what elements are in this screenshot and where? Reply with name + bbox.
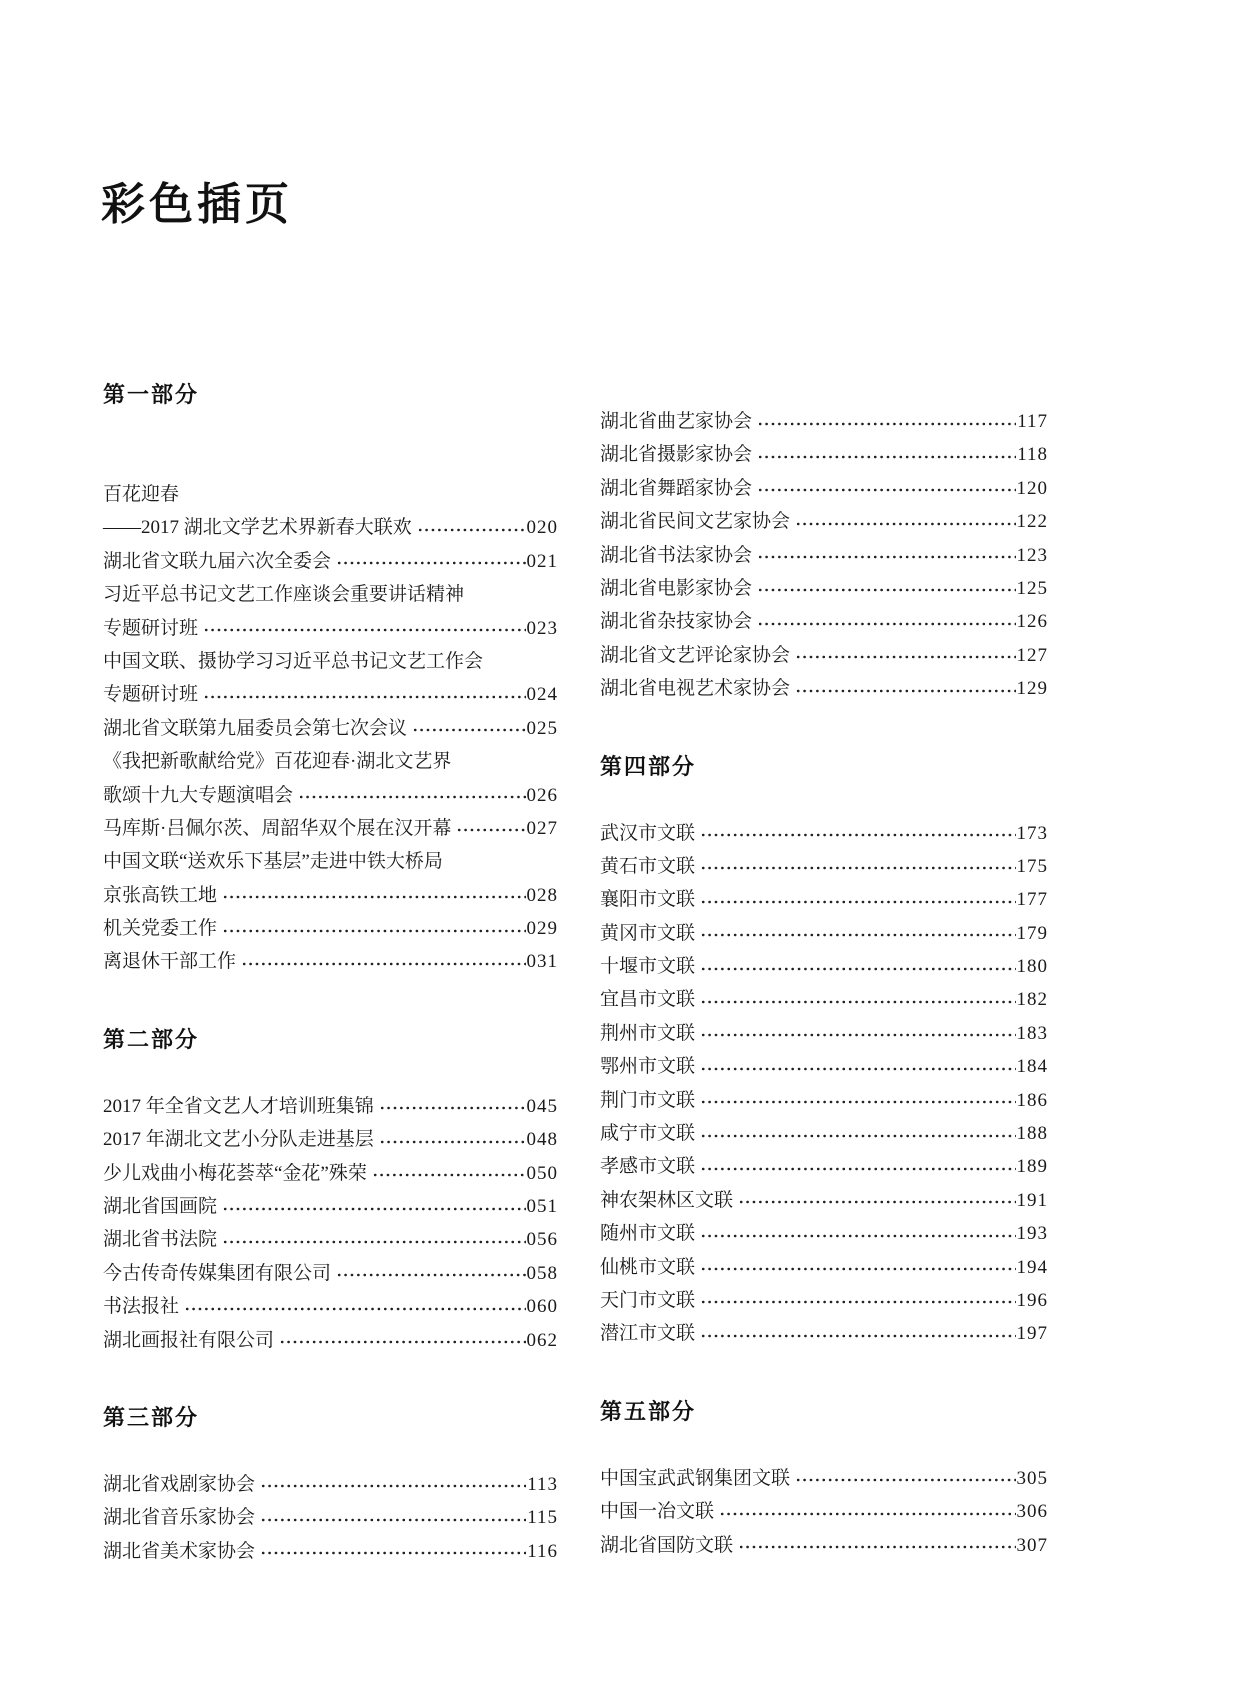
toc-entry-title: 黄冈市文联 [600, 922, 696, 944]
toc-entry [103, 879, 558, 912]
toc-entry [600, 605, 1048, 638]
page-number: 060 [526, 1296, 558, 1318]
page-number: 026 [526, 784, 558, 806]
page-number: 029 [526, 918, 558, 940]
toc-entry [103, 545, 558, 578]
toc-entry [600, 850, 1048, 883]
toc-entry [600, 983, 1048, 1016]
toc-entry-title: 离退休干部工作 [103, 951, 237, 973]
toc-entry-title: 湖北省书法家协会 [600, 544, 753, 566]
page-number: 118 [1017, 444, 1048, 466]
section-heading: 第二部分 [103, 1026, 200, 1052]
toc-entry [103, 812, 558, 845]
toc-entry [103, 678, 558, 711]
toc-entry-title: 湖北省电影家协会 [600, 577, 753, 599]
toc-entry [600, 917, 1048, 950]
toc-entry [103, 1501, 558, 1534]
toc-entry-title: ——2017 湖北文学艺术界新春大联欢 [103, 517, 412, 539]
toc-entry [103, 1257, 558, 1290]
page-number: 126 [1016, 611, 1048, 633]
dot-leader [757, 572, 1015, 605]
toc-column-left [103, 378, 558, 1568]
page-number: 129 [1016, 678, 1048, 700]
page-number: 307 [1016, 1534, 1048, 1556]
page-number: 305 [1016, 1467, 1048, 1489]
toc-entry-title: 黄石市文联 [600, 855, 696, 877]
dot-leader [700, 1251, 1015, 1284]
page-number: 058 [526, 1262, 558, 1284]
toc-entry [600, 817, 1048, 850]
dot-leader [757, 405, 1016, 438]
toc-entry [103, 1290, 558, 1323]
dot-leader [700, 1317, 1015, 1350]
dot-leader [757, 472, 1015, 505]
toc-entry [600, 1050, 1048, 1083]
toc-entry-title: 湖北画报社有限公司 [103, 1329, 275, 1351]
dot-leader [700, 983, 1015, 1016]
dot-leader [379, 1123, 526, 1156]
toc-entry-title: 马库斯·吕佩尔茨、周韶华双个展在汉开幕 [103, 817, 452, 839]
toc-entry-title: 湖北省戏剧家协会 [103, 1473, 256, 1495]
toc-entry [103, 1223, 558, 1256]
dot-leader [700, 883, 1015, 916]
toc-entry [600, 539, 1048, 572]
toc-entry-title: 专题研讨班 [103, 617, 199, 639]
dot-leader [184, 1290, 525, 1323]
toc-entry [103, 478, 558, 511]
section-heading: 第三部分 [103, 1404, 200, 1430]
dot-leader [336, 545, 525, 578]
toc-entry [103, 1468, 558, 1501]
toc-entry [600, 883, 1048, 916]
page-number: 113 [527, 1473, 558, 1495]
dot-leader [738, 1184, 1015, 1217]
page-number: 025 [526, 717, 558, 739]
toc-entry [103, 945, 558, 978]
toc-entry-title: 京张高铁工地 [103, 884, 218, 906]
toc-entry-title: 机关党委工作 [103, 918, 218, 940]
page-number: 021 [526, 550, 558, 572]
toc-entry [103, 1123, 558, 1156]
dot-leader [241, 945, 525, 978]
dot-leader [795, 672, 1015, 705]
page-number: 183 [1016, 1022, 1048, 1044]
dot-leader [412, 712, 525, 745]
toc-entry-title: 孝感市文联 [600, 1156, 696, 1178]
dot-leader [700, 1050, 1015, 1083]
toc-entry-title: 湖北省杂技家协会 [600, 611, 753, 633]
dot-leader [700, 917, 1015, 950]
toc-entry [600, 1462, 1048, 1495]
toc-entry-title: 湖北省书法院 [103, 1229, 218, 1251]
toc-entry-title: 随州市文联 [600, 1223, 696, 1245]
toc-entry-title: 2017 年湖北文艺小分队走进基层 [103, 1129, 374, 1151]
dot-leader [700, 950, 1015, 983]
toc-entry-title: 中国一冶文联 [600, 1501, 715, 1523]
dot-leader [700, 1150, 1015, 1183]
toc-entry-title: 中国文联“送欢乐下基层”走进中铁大桥局 [103, 851, 443, 873]
page-number: 306 [1016, 1501, 1048, 1523]
page-number: 191 [1016, 1189, 1048, 1211]
toc-entry-title: 湖北省国防文联 [600, 1534, 734, 1556]
toc-entry [600, 438, 1048, 471]
toc-entry [103, 1090, 558, 1123]
toc-entry-title: 少儿戏曲小梅花荟萃“金花”殊荣 [103, 1162, 367, 1184]
toc-entry-title: 湖北省曲艺家协会 [600, 411, 753, 432]
toc-entry-title: 书法报社 [103, 1296, 180, 1318]
page-number: 127 [1016, 644, 1048, 666]
toc-entry-title: 荆门市文联 [600, 1089, 696, 1111]
toc-entry [600, 1317, 1048, 1350]
toc-entry-title: 湖北省美术家协会 [103, 1540, 256, 1562]
dot-leader [222, 912, 525, 945]
toc-entry-title: 湖北省音乐家协会 [103, 1507, 256, 1529]
page-number: 045 [526, 1095, 558, 1117]
toc-entry [103, 612, 558, 645]
toc-entry [103, 845, 558, 878]
page-title: 彩色插页 [101, 180, 293, 229]
toc-entry [103, 912, 558, 945]
page-number: 028 [526, 884, 558, 906]
toc-entry-title: 鄂州市文联 [600, 1056, 696, 1078]
dot-leader [222, 1190, 525, 1223]
dot-leader [203, 612, 525, 645]
dot-leader [757, 438, 1016, 471]
dot-leader [700, 817, 1015, 850]
dot-leader [260, 1535, 526, 1568]
toc-column-right [600, 405, 1048, 1562]
page-number: 186 [1016, 1089, 1048, 1111]
dot-leader [222, 879, 525, 912]
toc-entry [103, 645, 558, 678]
dot-leader [738, 1529, 1015, 1562]
page-number: 031 [526, 951, 558, 973]
toc-entry-title: 湖北省文联第九届委员会第七次会议 [103, 717, 408, 739]
dot-leader [700, 1084, 1015, 1117]
toc-entry-title: 咸宁市文联 [600, 1123, 696, 1145]
page-number: 177 [1016, 889, 1048, 911]
toc-entry [600, 672, 1048, 705]
section-heading: 第一部分 [103, 382, 200, 407]
toc-entry [103, 779, 558, 812]
toc-entry-title: 习近平总书记文艺工作座谈会重要讲话精神 [103, 584, 465, 606]
toc-entry [600, 1284, 1048, 1317]
toc-entry-title: 百花迎春 [103, 484, 180, 505]
page-number: 180 [1016, 956, 1048, 978]
dot-leader [372, 1157, 526, 1190]
toc-entry-title: 中国文联、摄协学习习近平总书记文艺工作会 [103, 650, 484, 672]
toc-entry-title: 仙桃市文联 [600, 1256, 696, 1278]
page-number: 184 [1016, 1056, 1048, 1078]
dot-leader [795, 505, 1015, 538]
page-number: 027 [526, 817, 558, 839]
toc-entry-title: 中国宝武武钢集团文联 [600, 1467, 791, 1489]
dot-leader [260, 1468, 526, 1501]
toc-entry [600, 472, 1048, 505]
page-number: 020 [526, 517, 558, 539]
page-number: 062 [526, 1329, 558, 1351]
dot-leader [222, 1223, 525, 1256]
toc-entry [600, 1184, 1048, 1217]
dot-leader [700, 1017, 1015, 1050]
dot-leader [279, 1324, 525, 1357]
toc-entry [600, 1251, 1048, 1284]
toc-entry-title: 湖北省摄影家协会 [600, 444, 753, 466]
page-number: 125 [1016, 577, 1048, 599]
toc-entry-title: 湖北省国画院 [103, 1196, 218, 1218]
page-number: 050 [526, 1162, 558, 1184]
dot-leader [260, 1501, 526, 1534]
toc-entry [600, 405, 1048, 438]
page-number: 116 [527, 1540, 558, 1562]
toc-entry-title: 神农架林区文联 [600, 1189, 734, 1211]
page-number: 182 [1016, 989, 1048, 1011]
page-number: 024 [526, 684, 558, 706]
toc-entry-title: 歌颂十九大专题演唱会 [103, 784, 294, 806]
page-number: 048 [526, 1129, 558, 1151]
toc-entry-title: 湖北省民间文艺家协会 [600, 511, 791, 533]
page-number: 120 [1016, 477, 1048, 499]
page-number: 123 [1016, 544, 1048, 566]
toc-entry-title: 湖北省文艺评论家协会 [600, 644, 791, 666]
toc-entry [103, 511, 558, 544]
page-number: 196 [1016, 1289, 1048, 1311]
toc-entry-title: 湖北省舞蹈家协会 [600, 477, 753, 499]
dot-leader [757, 539, 1015, 572]
dot-leader [417, 511, 526, 544]
toc-entry [600, 639, 1048, 672]
page-number: 056 [526, 1229, 558, 1251]
page-number: 115 [527, 1507, 558, 1529]
page-number: 173 [1016, 822, 1048, 844]
toc-entry-title: 十堰市文联 [600, 956, 696, 978]
toc-entry-title: 荆州市文联 [600, 1022, 696, 1044]
toc-entry [600, 1529, 1048, 1562]
page-number: 117 [1017, 411, 1048, 432]
page-number: 023 [526, 617, 558, 639]
dot-leader [298, 779, 525, 812]
dot-leader [700, 1284, 1015, 1317]
toc-entry-title: 今古传奇传媒集团有限公司 [103, 1262, 332, 1284]
toc-entry-title: 专题研讨班 [103, 684, 199, 706]
toc-entry [103, 1190, 558, 1223]
dot-leader [203, 678, 525, 711]
toc-entry [600, 1117, 1048, 1150]
toc-entry-title: 襄阳市文联 [600, 889, 696, 911]
toc-entry [600, 572, 1048, 605]
toc-entry [600, 950, 1048, 983]
dot-leader [795, 1462, 1015, 1495]
dot-leader [336, 1257, 525, 1290]
toc-entry [103, 1157, 558, 1190]
toc-entry-title: 《我把新歌献给党》百花迎春·湖北文艺界 [103, 751, 452, 773]
toc-entry-title: 湖北省电视艺术家协会 [600, 678, 791, 700]
dot-leader [795, 639, 1015, 672]
toc-entry [600, 1217, 1048, 1250]
dot-leader [379, 1090, 526, 1123]
toc-entry [600, 1084, 1048, 1117]
page-number: 051 [526, 1196, 558, 1218]
page-number: 189 [1016, 1156, 1048, 1178]
toc-entry [600, 1150, 1048, 1183]
page-number: 197 [1016, 1323, 1048, 1345]
dot-leader [719, 1495, 1015, 1528]
toc-entry [103, 578, 558, 611]
toc-entry-title: 天门市文联 [600, 1289, 696, 1311]
toc-entry-title: 湖北省文联九届六次全委会 [103, 550, 332, 572]
toc-entry-title: 宜昌市文联 [600, 989, 696, 1011]
dot-leader [757, 605, 1015, 638]
toc-entry [600, 1017, 1048, 1050]
toc-entry [600, 505, 1048, 538]
dot-leader [456, 812, 525, 845]
page-number: 194 [1016, 1256, 1048, 1278]
toc-entry [103, 712, 558, 745]
dot-leader [700, 1217, 1015, 1250]
page-number: 188 [1016, 1123, 1048, 1145]
toc-entry [103, 1324, 558, 1357]
toc-entry [103, 1535, 558, 1568]
dot-leader [700, 1117, 1015, 1150]
toc-entry-title: 武汉市文联 [600, 822, 696, 844]
page-number: 193 [1016, 1223, 1048, 1245]
section-heading: 第五部分 [600, 1398, 697, 1424]
page-number: 175 [1016, 855, 1048, 877]
toc-entry-title: 潜江市文联 [600, 1323, 696, 1345]
page-number: 122 [1016, 511, 1048, 533]
toc-entry [600, 1495, 1048, 1528]
toc-entry [103, 745, 558, 778]
section-heading: 第四部分 [600, 753, 697, 779]
dot-leader [700, 850, 1015, 883]
page-number: 179 [1016, 922, 1048, 944]
toc-entry-title: 2017 年全省文艺人才培训班集锦 [103, 1095, 374, 1117]
